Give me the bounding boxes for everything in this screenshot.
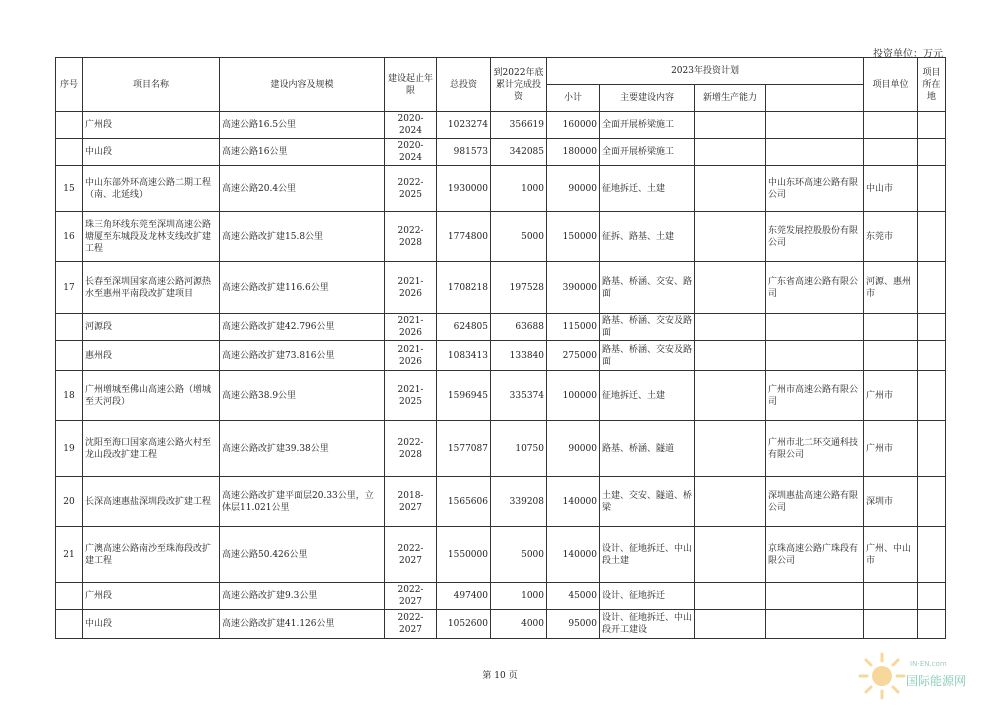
row-main: 全面开展桥梁施工 — [600, 139, 695, 166]
row-name: 广澳高速公路南沙至珠海段改扩建工程 — [83, 527, 220, 583]
table-row — [56, 477, 946, 527]
row-location: 东莞市 — [864, 212, 918, 262]
header-unit: 项目单位 — [864, 58, 918, 112]
row-main: 全面开展桥梁施工 — [600, 112, 695, 139]
row-unit — [766, 610, 864, 639]
row-unit — [766, 314, 864, 341]
row-unit: 广东省高速公路有限公司 — [766, 262, 864, 314]
row-cumulative: 5000 — [491, 527, 547, 583]
row-capacity — [695, 314, 766, 341]
row-location — [864, 112, 918, 139]
row-period: 2022-2028 — [385, 421, 437, 477]
row-remark — [918, 212, 946, 262]
row-location — [864, 583, 918, 610]
row-content: 高速公路改扩建15.8公里 — [220, 212, 385, 262]
table-row — [56, 341, 946, 371]
row-main: 征地拆迁、土建 — [600, 371, 695, 421]
row-no: 16 — [56, 212, 83, 262]
watermark-label: 国际能源网 — [906, 674, 967, 688]
row-total: 624805 — [437, 314, 491, 341]
row-total: 1052600 — [437, 610, 491, 639]
row-main: 路基、桥涵、交安及路面 — [600, 341, 695, 371]
row-period: 2020-2024 — [385, 139, 437, 166]
row-cumulative: 5000 — [491, 212, 547, 262]
row-remark — [918, 610, 946, 639]
row-unit: 京珠高速公路广珠段有限公司 — [766, 527, 864, 583]
table-row — [56, 262, 946, 314]
row-period: 2022-2027 — [385, 610, 437, 639]
row-cumulative: 10750 — [491, 421, 547, 477]
row-location: 中山市 — [864, 166, 918, 212]
row-cumulative: 335374 — [491, 371, 547, 421]
row-capacity — [695, 212, 766, 262]
page-number: 第 10 页 — [482, 671, 518, 681]
row-no — [56, 112, 83, 139]
table-row — [56, 112, 946, 139]
row-period: 2022-2027 — [385, 527, 437, 583]
row-capacity — [695, 610, 766, 639]
table-row — [56, 583, 946, 610]
row-total: 1577087 — [437, 421, 491, 477]
row-name: 广州段 — [83, 112, 220, 139]
table-row — [56, 139, 946, 166]
row-content: 高速公路20.4公里 — [220, 166, 385, 212]
row-content: 高速公路改扩建9.3公里 — [220, 583, 385, 610]
row-main: 征地拆迁、土建 — [600, 166, 695, 212]
row-remark — [918, 314, 946, 341]
row-content: 高速公路16公里 — [220, 139, 385, 166]
row-subtotal: 115000 — [547, 314, 600, 341]
row-main: 路基、桥涵、交安及路面 — [600, 314, 695, 341]
row-remark — [918, 477, 946, 527]
row-no — [56, 314, 83, 341]
row-name: 惠州段 — [83, 341, 220, 371]
row-subtotal: 90000 — [547, 421, 600, 477]
row-no — [56, 341, 83, 371]
row-unit: 广州市高速公路有限公司 — [766, 371, 864, 421]
row-main: 设计、征地拆迁、中山段土建 — [600, 527, 695, 583]
row-cumulative: 356619 — [491, 112, 547, 139]
row-subtotal: 95000 — [547, 610, 600, 639]
row-content: 高速公路改扩建73.816公里 — [220, 341, 385, 371]
row-remark — [918, 341, 946, 371]
row-period: 2021-2026 — [385, 262, 437, 314]
row-capacity — [695, 262, 766, 314]
row-capacity — [695, 139, 766, 166]
table-row — [56, 166, 946, 212]
row-period: 2021-2026 — [385, 314, 437, 341]
row-cumulative: 4000 — [491, 610, 547, 639]
row-location: 广州市 — [864, 421, 918, 477]
row-subtotal: 140000 — [547, 527, 600, 583]
row-total: 1596945 — [437, 371, 491, 421]
row-no: 19 — [56, 421, 83, 477]
row-remark — [918, 583, 946, 610]
row-location — [864, 610, 918, 639]
watermark-url: IN-EN.com — [910, 660, 947, 668]
header-location: 项目所在地 — [918, 58, 946, 112]
row-total: 1550000 — [437, 527, 491, 583]
row-unit — [766, 139, 864, 166]
row-total: 1023274 — [437, 112, 491, 139]
row-subtotal: 180000 — [547, 139, 600, 166]
row-total: 1565606 — [437, 477, 491, 527]
row-capacity — [695, 341, 766, 371]
row-name: 河源段 — [83, 314, 220, 341]
table-row — [56, 527, 946, 583]
row-name: 广州段 — [83, 583, 220, 610]
row-capacity — [695, 166, 766, 212]
row-no: 21 — [56, 527, 83, 583]
row-remark — [918, 527, 946, 583]
row-remark — [918, 262, 946, 314]
row-cumulative: 1000 — [491, 583, 547, 610]
header-no: 序号 — [56, 58, 83, 112]
row-unit — [766, 583, 864, 610]
row-main: 土建、交安、隧道、桥梁 — [600, 477, 695, 527]
row-location: 深圳市 — [864, 477, 918, 527]
row-capacity — [695, 583, 766, 610]
row-location — [864, 314, 918, 341]
row-total: 1930000 — [437, 166, 491, 212]
row-remark — [918, 112, 946, 139]
row-cumulative: 339208 — [491, 477, 547, 527]
row-no: 18 — [56, 371, 83, 421]
row-period: 2022-2027 — [385, 583, 437, 610]
header-period: 建设起止年限 — [385, 58, 437, 112]
row-main: 征拆、路基、土建 — [600, 212, 695, 262]
row-content: 高速公路改扩建116.6公里 — [220, 262, 385, 314]
row-unit: 广州市北二环交通科技有限公司 — [766, 421, 864, 477]
row-remark — [918, 166, 946, 212]
table-row — [56, 314, 946, 341]
table-row — [56, 371, 946, 421]
row-period: 2021-2026 — [385, 341, 437, 371]
row-unit — [766, 112, 864, 139]
row-subtotal: 100000 — [547, 371, 600, 421]
row-capacity — [695, 112, 766, 139]
row-name: 中山东部外环高速公路二期工程（南、北延线） — [83, 166, 220, 212]
row-name: 珠三角环线东莞至深圳高速公路塘厦至东城段及龙林支线改扩建工程 — [83, 212, 220, 262]
row-total: 1708218 — [437, 262, 491, 314]
row-remark — [918, 139, 946, 166]
row-capacity — [695, 421, 766, 477]
row-content: 高速公路50.426公里 — [220, 527, 385, 583]
header-main: 主要建设内容 — [600, 85, 695, 112]
row-name: 中山段 — [83, 139, 220, 166]
investment-table — [55, 57, 946, 639]
row-capacity — [695, 371, 766, 421]
row-unit: 深圳惠盐高速公路有限公司 — [766, 477, 864, 527]
header-plan2023: 2023年投资计划 — [547, 58, 864, 85]
row-no — [56, 139, 83, 166]
row-subtotal: 140000 — [547, 477, 600, 527]
row-total: 497400 — [437, 583, 491, 610]
row-name: 长深高速惠盐深圳段改扩建工程 — [83, 477, 220, 527]
row-subtotal: 390000 — [547, 262, 600, 314]
table-row — [56, 610, 946, 639]
row-main: 设计、征地拆迁、中山段开工建设 — [600, 610, 695, 639]
row-content: 高速公路16.5公里 — [220, 112, 385, 139]
header-content: 建设内容及规模 — [220, 58, 385, 112]
row-remark — [918, 421, 946, 477]
row-total: 1774800 — [437, 212, 491, 262]
row-subtotal: 275000 — [547, 341, 600, 371]
row-no: 17 — [56, 262, 83, 314]
table-row — [56, 212, 946, 262]
header-capacity: 新增生产能力 — [695, 85, 766, 112]
row-main: 路基、桥涵、隧道 — [600, 421, 695, 477]
header-total: 总投资 — [437, 58, 491, 112]
row-location: 河源、惠州市 — [864, 262, 918, 314]
row-name: 广州增城至佛山高速公路（增城至天河段） — [83, 371, 220, 421]
table-row — [56, 421, 946, 477]
row-unit: 中山东环高速公路有限公司 — [766, 166, 864, 212]
row-period: 2021-2025 — [385, 371, 437, 421]
row-unit: 东莞发展控股股份有限公司 — [766, 212, 864, 262]
row-capacity — [695, 477, 766, 527]
header-subtotal: 小计 — [547, 85, 600, 112]
row-name: 长春至深圳国家高速公路河源热水至惠州平南段改扩建项目 — [83, 262, 220, 314]
row-content: 高速公路改扩建41.126公里 — [220, 610, 385, 639]
row-content: 高速公路改扩建42.796公里 — [220, 314, 385, 341]
header-name: 项目名称 — [83, 58, 220, 112]
row-content: 高速公路改扩建平面层20.33公里，立体层11.021公里 — [220, 477, 385, 527]
row-period: 2020-2024 — [385, 112, 437, 139]
row-period: 2018-2027 — [385, 477, 437, 527]
row-period: 2022-2025 — [385, 166, 437, 212]
row-no — [56, 610, 83, 639]
row-cumulative: 197528 — [491, 262, 547, 314]
row-location — [864, 139, 918, 166]
table-body — [56, 112, 946, 639]
row-cumulative: 1000 — [491, 166, 547, 212]
row-location: 广州市 — [864, 371, 918, 421]
row-main: 路基、桥涵、交安、路面 — [600, 262, 695, 314]
row-cumulative: 63688 — [491, 314, 547, 341]
row-period: 2022-2028 — [385, 212, 437, 262]
row-cumulative: 342085 — [491, 139, 547, 166]
unit-note: 投资单位：万元 — [873, 49, 943, 60]
row-total: 981573 — [437, 139, 491, 166]
row-unit — [766, 341, 864, 371]
row-subtotal: 90000 — [547, 166, 600, 212]
row-location — [864, 341, 918, 371]
row-remark — [918, 371, 946, 421]
header-cumulative: 到2022年底累计完成投资 — [491, 58, 547, 112]
row-subtotal: 160000 — [547, 112, 600, 139]
row-subtotal: 45000 — [547, 583, 600, 610]
row-no: 15 — [56, 166, 83, 212]
row-content: 高速公路改扩建39.38公里 — [220, 421, 385, 477]
row-total: 1083413 — [437, 341, 491, 371]
row-name: 沈阳至海口国家高速公路火村至龙山段改扩建工程 — [83, 421, 220, 477]
row-location: 广州、中山市 — [864, 527, 918, 583]
row-no — [56, 583, 83, 610]
row-cumulative: 133840 — [491, 341, 547, 371]
row-no: 20 — [56, 477, 83, 527]
row-subtotal: 150000 — [547, 212, 600, 262]
row-capacity — [695, 527, 766, 583]
row-main: 设计、征地拆迁 — [600, 583, 695, 610]
row-content: 高速公路38.9公里 — [220, 371, 385, 421]
row-name: 中山段 — [83, 610, 220, 639]
